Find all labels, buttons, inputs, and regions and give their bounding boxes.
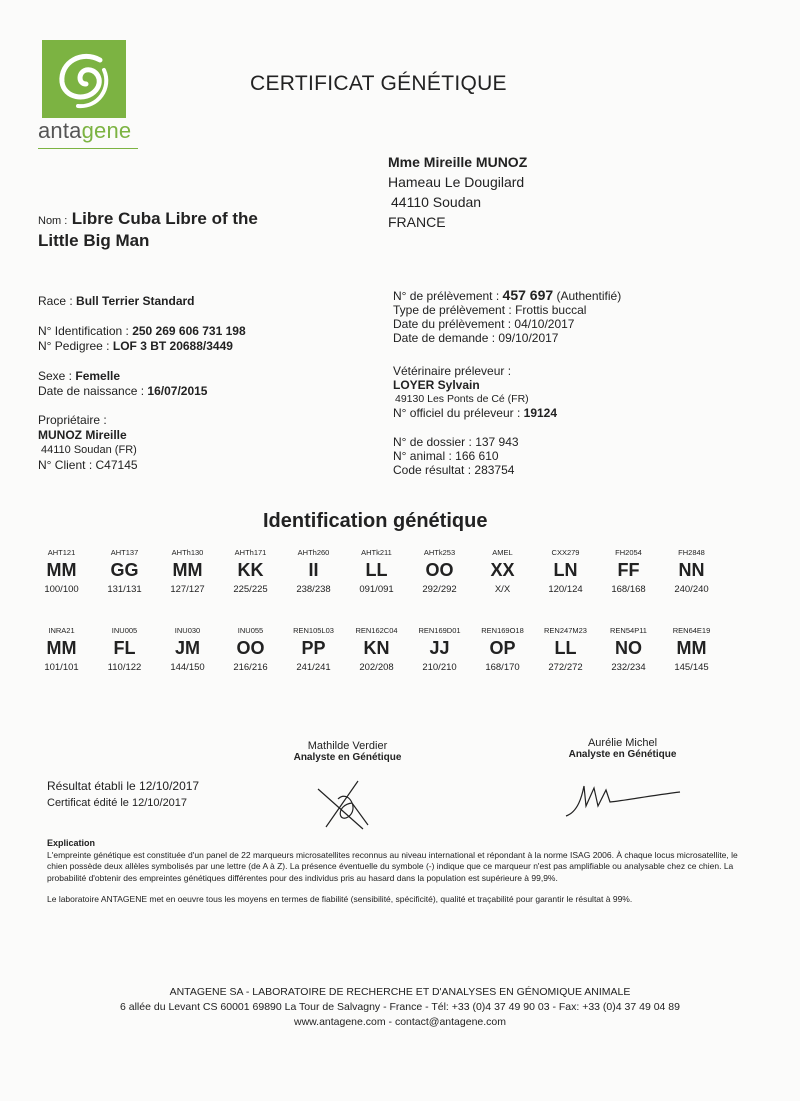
logo-wordmark: antagene [38, 118, 132, 143]
marker-name: REN169D01 [418, 626, 461, 635]
race-value: Bull Terrier Standard [76, 294, 195, 308]
marker-cell [660, 626, 723, 673]
sex-value: Femelle [75, 369, 121, 383]
marker-cell [156, 548, 219, 595]
logo-square [42, 40, 126, 118]
client-value: C47145 [95, 458, 138, 472]
marker-genotype: OO [425, 560, 454, 580]
marker-genotype: KK [237, 560, 264, 580]
marker-name: AMEL [492, 548, 513, 557]
marker-cell [219, 548, 282, 595]
marker-name: REN247M23 [544, 626, 587, 635]
marker-name: AHTk253 [423, 548, 456, 557]
sample-date: 04/10/2017 [514, 317, 575, 331]
marker-name: FH2054 [615, 548, 642, 557]
marker-cell [345, 626, 408, 673]
signature-right [540, 737, 705, 829]
signer-left-role: Analyste en Génétique [293, 752, 402, 763]
swirl-icon [42, 40, 126, 118]
marker-alleles: 202/208 [359, 662, 394, 673]
marker-name: INRA21 [48, 626, 75, 635]
marker-row-1 [30, 548, 770, 595]
marker-genotype: KN [363, 638, 390, 658]
owner-address-line1: Hameau Le Dougilard [388, 174, 525, 190]
explanation-text: L'empreinte génétique est constituée d'un panel de 22 marqueurs microsatellites reconnus au niveau international et répondant à la norme ISAG 2006. À chaque locus microsatellite, le chien possède deux allèles symbolisés par une lettre (de A à Z). La présence éventuelle du symbole (-) indique que ce marqueur n'est pas amplifiable ou analysable chez ce chien. La probabilité d'obtenir des empreintes génétiques différentes pour des individus pris au hasard dans la population est supérieure à 99,9%. [47, 849, 738, 883]
ident-value: 250 269 606 731 198 [132, 324, 246, 338]
result-date: Résultat établi le 12/10/2017 [47, 779, 200, 793]
marker-name: INU030 [174, 626, 201, 635]
marker-name: AHTh130 [171, 548, 204, 557]
marker-cell [471, 626, 534, 673]
sex-birth-block: Sexe : Femelle Date de naissance : 16/07/2015 [38, 369, 208, 398]
request-date: 09/10/2017 [498, 331, 559, 345]
birth-date-value: 16/07/2015 [147, 384, 208, 398]
marker-name: INU005 [111, 626, 138, 635]
race-line: Race : Bull Terrier Standard [38, 294, 195, 308]
vet-city: 49130 Les Ponts de Cé (FR) [395, 393, 529, 405]
marker-genotype: MM [676, 638, 707, 658]
marker-genotype: MM [172, 560, 203, 580]
vet-block: Vétérinaire préleveur : LOYER Sylvain 49130 Les Ponts de Cé (FR) N° officiel du préleveur : 19124 [393, 364, 558, 420]
footer-line3: www.antagene.com - contact@antagene.com [293, 1016, 507, 1028]
explanation-heading: Explication [47, 838, 96, 848]
signature-right-scribble [558, 766, 688, 826]
marker-genotype: LL [365, 560, 388, 580]
marker-alleles: 091/091 [359, 584, 394, 595]
marker-name: REN54P11 [610, 626, 647, 635]
marker-cell [30, 626, 93, 673]
marker-cell [534, 548, 597, 595]
marker-row-2 [30, 626, 770, 673]
animal-name-block [38, 208, 338, 252]
marker-alleles: 216/216 [233, 662, 268, 673]
owner-address-line3: FRANCE [388, 214, 446, 230]
marker-name: AHT137 [110, 548, 139, 557]
marker-genotype: JM [174, 638, 200, 658]
nom-label: Nom : [38, 215, 68, 227]
sample-block: N° de prélèvement : 457 697 (Authentifié) Type de prélèvement : Frottis buccal Date du prélèvement : 04/10/2017 Date de demande : 09/10/2017 [393, 287, 622, 345]
marker-name: AHTh171 [234, 548, 267, 557]
marker-cell [471, 548, 534, 595]
marker-cell [597, 548, 660, 595]
marker-alleles: 101/101 [44, 662, 79, 673]
marker-alleles: 168/168 [611, 584, 646, 595]
marker-cell [534, 626, 597, 673]
animal-number-value: 166 610 [455, 449, 499, 463]
marker-alleles: 232/234 [611, 662, 646, 673]
marker-name: AHT121 [47, 548, 76, 557]
signer-left-name: Mathilde Verdier [307, 740, 388, 752]
footer-line1: ANTAGENE SA - LABORATOIRE DE RECHERCHE ET D'ANALYSES EN GÉNOMIQUE ANIMALE [169, 986, 631, 998]
marker-alleles: 292/292 [422, 584, 457, 595]
marker-alleles: 168/170 [485, 662, 520, 673]
marker-genotype: FL [113, 638, 136, 658]
marker-genotype: JJ [429, 638, 450, 658]
marker-genotype: OP [489, 638, 516, 658]
antagene-logo [38, 40, 138, 150]
marker-alleles: 272/272 [548, 662, 583, 673]
marker-cell [93, 626, 156, 673]
owner-address [388, 152, 527, 232]
footer [40, 985, 760, 1030]
marker-alleles: 144/150 [170, 662, 205, 673]
marker-name: REN64E19 [672, 626, 711, 635]
signature-left-scribble [308, 769, 388, 839]
marker-name: REN162C04 [355, 626, 398, 635]
animal-name-line1: Libre Cuba Libre of the [71, 209, 258, 228]
marker-genotype: PP [301, 638, 326, 658]
marker-cell [597, 626, 660, 673]
marker-alleles: 240/240 [674, 584, 709, 595]
marker-genotype: LL [554, 638, 577, 658]
marker-cell [345, 548, 408, 595]
marker-name: AHTh260 [297, 548, 330, 557]
explanation-block [47, 838, 759, 906]
marker-alleles: 145/145 [674, 662, 709, 673]
footer-line2: 6 allée du Levant CS 60001 69890 La Tour de Salvagny - France - Tél: +33 (0)4 37 49 90 03 - Fax: +33 (0)4 37 49 04 89 [120, 1001, 680, 1013]
marker-name: REN105L03 [293, 626, 334, 635]
marker-alleles: 238/238 [296, 584, 331, 595]
file-block: N° de dossier : 137 943 N° animal : 166 610 Code résultat : 283754 [393, 435, 519, 477]
certificate-date: Certificat édité le 12/10/2017 [47, 797, 188, 809]
marker-alleles: 100/100 [44, 584, 79, 595]
result-code-value: 283754 [474, 463, 515, 477]
owner-city: 44110 Soudan (FR) [41, 444, 137, 456]
marker-name: REN169O18 [481, 626, 524, 635]
marker-genotype: NO [615, 638, 642, 658]
marker-cell [93, 548, 156, 595]
owner-name: MUNOZ Mireille [38, 428, 127, 442]
marker-name: CXX279 [551, 548, 580, 557]
marker-genotype: MM [46, 560, 77, 580]
animal-name-line2: Little Big Man [38, 231, 150, 250]
marker-genotype: LN [553, 560, 578, 580]
marker-genotype: MM [46, 638, 77, 658]
logo-underline [38, 148, 138, 149]
marker-cell [219, 626, 282, 673]
marker-cell [30, 548, 93, 595]
marker-genotype: OO [236, 638, 265, 658]
marker-alleles: 210/210 [422, 662, 457, 673]
owner-address-name: Mme Mireille MUNOZ [388, 154, 528, 170]
marker-genotype: II [308, 560, 319, 580]
marker-alleles: X/X [494, 584, 511, 595]
marker-name: FH2848 [678, 548, 705, 557]
pedigree-value: LOF 3 BT 20688/3449 [112, 339, 233, 353]
signer-right-role: Analyste en Génétique [568, 749, 677, 760]
explanation-text-2: Le laboratoire ANTAGENE met en oeuvre tous les moyens en termes de fiabilité (sensibilité, spécificité), qualité et traçabilité pour garantir le résultat à 99%. [47, 894, 633, 904]
signature-left [265, 740, 430, 842]
marker-genotype: GG [110, 560, 139, 580]
marker-cell [156, 626, 219, 673]
vet-name: LOYER Sylvain [393, 378, 480, 392]
sample-number: 457 697 [502, 287, 554, 303]
sample-type: Frottis buccal [515, 303, 587, 317]
page-title: CERTIFICAT GÉNÉTIQUE [250, 72, 507, 95]
marker-cell [282, 626, 345, 673]
marker-cell [408, 548, 471, 595]
marker-cell [660, 548, 723, 595]
marker-alleles: 120/124 [548, 584, 583, 595]
marker-alleles: 241/241 [296, 662, 331, 673]
owner-address-line2: 44110 Soudan [391, 194, 482, 210]
genetic-section-title: Identification génétique [263, 510, 488, 532]
marker-alleles: 225/225 [233, 584, 268, 595]
marker-cell [282, 548, 345, 595]
marker-alleles: 127/127 [170, 584, 205, 595]
identification-block: N° Identification : 250 269 606 731 198 N° Pedigree : LOF 3 BT 20688/3449 [38, 324, 246, 353]
marker-alleles: 110/122 [107, 662, 142, 673]
marker-cell [408, 626, 471, 673]
owner-block: Propriétaire : MUNOZ Mireille 44110 Soudan (FR) N° Client : C47145 [38, 413, 138, 472]
signer-right-name: Aurélie Michel [587, 737, 658, 749]
marker-genotype: FF [617, 560, 640, 580]
marker-name: INU055 [237, 626, 264, 635]
marker-genotype: XX [490, 560, 515, 580]
marker-genotype: NN [678, 560, 705, 580]
vet-number: 19124 [523, 406, 558, 420]
marker-alleles: 131/131 [107, 584, 142, 595]
dossier-value: 137 943 [475, 435, 519, 449]
marker-name: AHTk211 [361, 548, 392, 557]
